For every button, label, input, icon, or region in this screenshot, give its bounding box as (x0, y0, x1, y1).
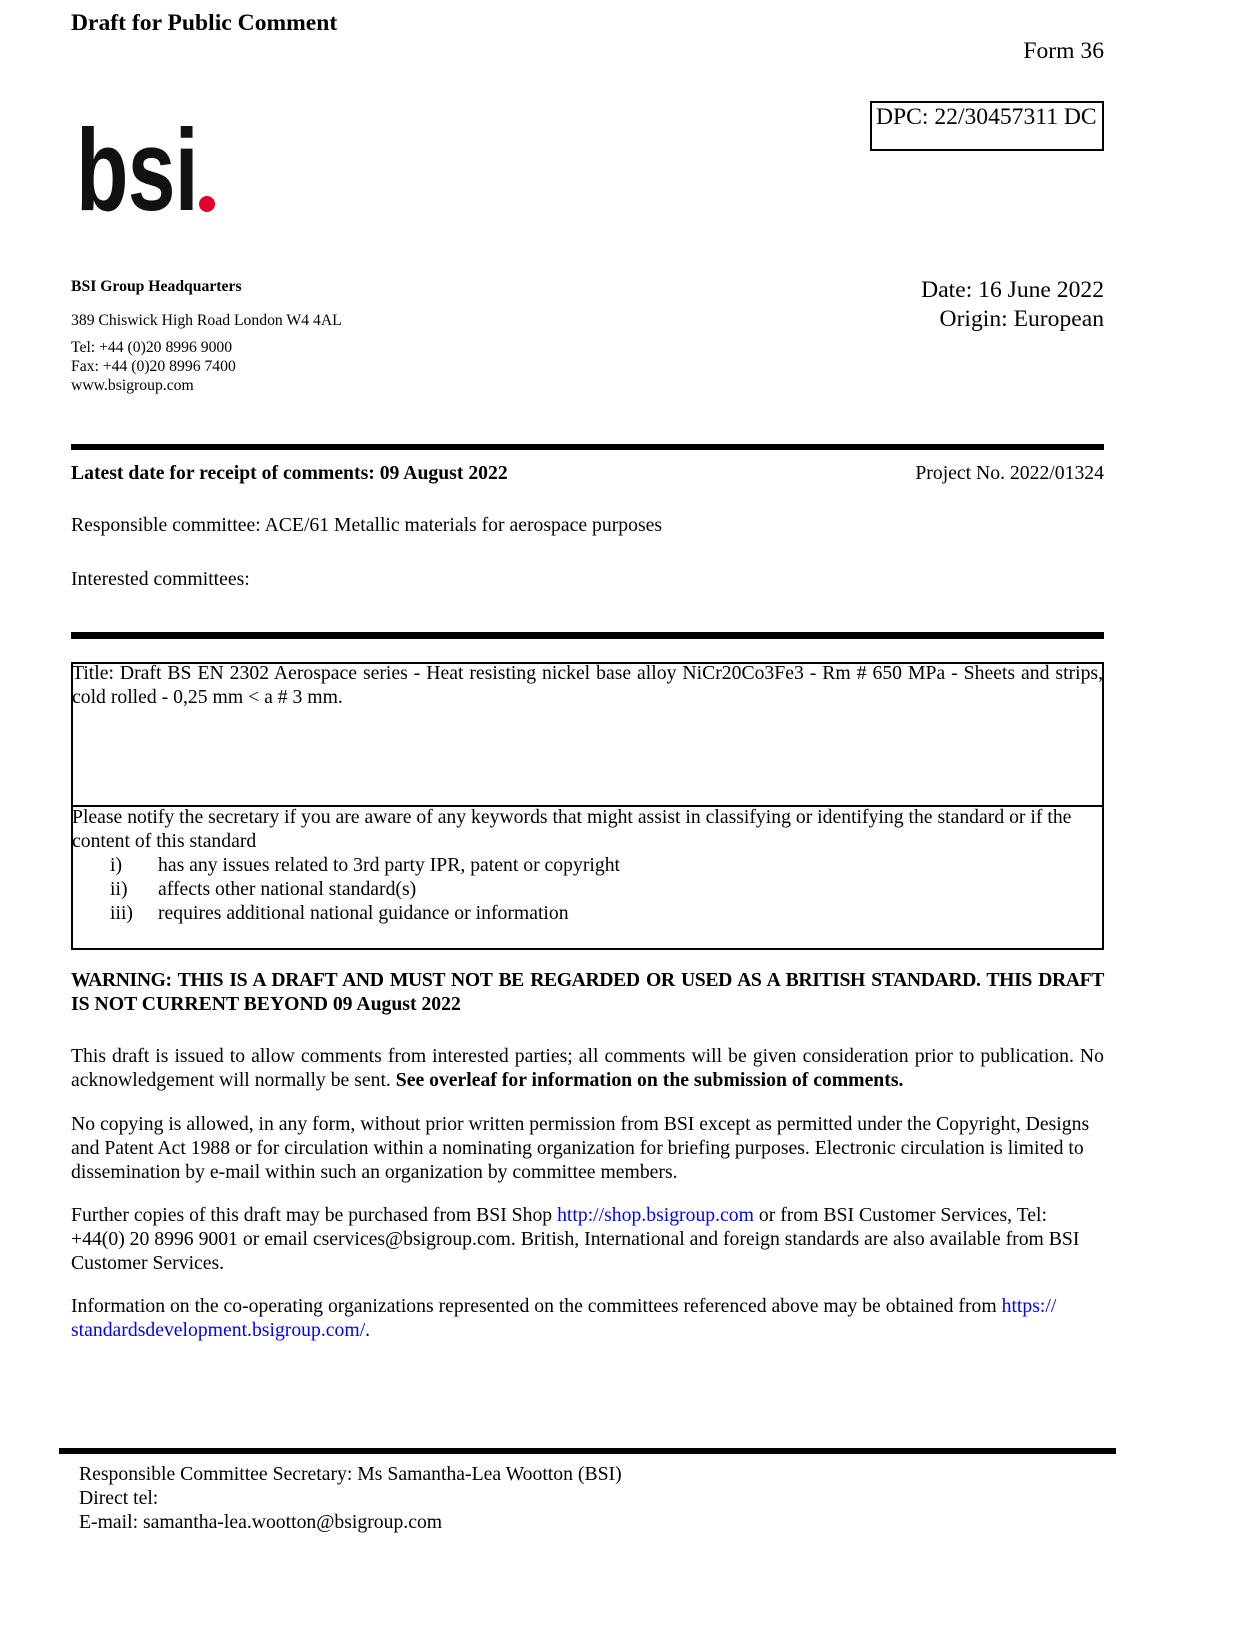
para2-line1: No copying is allowed, in any form, without prior written permission from BSI except as permitted under the Copyright, Designs (71, 1113, 1090, 1135)
notify-item-text: has any issues related to 3rd party IPR, patent or copyright (158, 854, 621, 876)
warning-line1: WARNING: THIS IS A DRAFT AND MUST NOT BE REGARDED OR USED AS A BRITISH STANDARD. THIS DRAFT (71, 969, 1104, 991)
org-name: BSI Group Headquarters (71, 278, 242, 295)
standards-development-link[interactable]: https:// (1001, 1295, 1057, 1317)
bsi-logo-text: bsi (76, 105, 198, 235)
org-street: 389 Chiswick High Road London W4 4AL (71, 312, 342, 329)
dpc-box (870, 101, 1104, 151)
notify-text-line1: Please notify the secretary if you are aware of any keywords that might assist in classifying or identifying the standard or if the (72, 806, 1072, 828)
notify-item-number: i) (110, 854, 123, 876)
para2-line2: and Patent Act 1988 or for circulation within a nominating organization for briefing purposes. Electronic circulation is limited to (71, 1137, 1084, 1159)
submission-note: See overleaf for information on the submission of comments. (395, 1069, 904, 1091)
para3-line3: Customer Services. (71, 1252, 225, 1274)
standard-title-line1: Title: Draft BS EN 2302 Aerospace series - Heat resisting nickel base alloy NiCr20Co3Fe3 - Rm # 650 MPa - Sheets and strips, (72, 662, 1103, 684)
middle-rule (71, 632, 1104, 639)
bsi-shop-link[interactable]: http://shop.bsigroup.com (557, 1204, 754, 1226)
para3-line2: +44(0) 20 8996 9001 or email cservices@bsigroup.com. British, International and foreign standards are also available from BSI (71, 1228, 1080, 1250)
notify-item-number: iii) (110, 902, 133, 924)
standard-title-line2: cold rolled - 0,25 mm < a # 3 mm. (72, 686, 343, 708)
draft-label: Draft for Public Comment (71, 10, 338, 36)
notify-item-text: requires additional national guidance or information (158, 902, 569, 924)
para1-line1: This draft is issued to allow comments from interested parties; all comments will be given consideration prior to publication. No (71, 1045, 1104, 1067)
direct-tel: Direct tel: (79, 1487, 159, 1509)
warning-line2: IS NOT CURRENT BEYOND 09 August 2022 (71, 993, 461, 1015)
para4-line1 (71, 1294, 1056, 1318)
notify-text-line2: content of this standard (72, 830, 257, 852)
para4-line2 (71, 1318, 370, 1342)
latest-comment-date: Latest date for receipt of comments: 09 August 2022 (71, 462, 508, 484)
responsible-committee: Responsible committee: ACE/61 Metallic materials for aerospace purposes (71, 514, 663, 536)
para2-line3: dissemination by e-mail within such an organization by committee members. (71, 1161, 678, 1183)
para1-line2-text: acknowledgement will normally be sent. (71, 1069, 396, 1091)
standards-development-link[interactable]: standardsdevelopment.bsigroup.com/ (71, 1319, 366, 1341)
secretary-email: E-mail: samantha-lea.wootton@bsigroup.com (79, 1511, 443, 1533)
para1-line2 (71, 1068, 903, 1092)
form-label: Form 36 (1023, 38, 1104, 64)
para3-line1 (71, 1203, 1047, 1227)
project-number: Project No. 2022/01324 (915, 462, 1104, 484)
origin: Origin: European (939, 306, 1104, 332)
org-fax: Fax: +44 (0)20 8996 7400 (71, 358, 236, 375)
footer-rule (59, 1448, 1116, 1454)
top-rule (71, 444, 1104, 450)
notify-item-text: affects other national standard(s) (158, 878, 417, 900)
committee-secretary: Responsible Committee Secretary: Ms Samantha-Lea Wootton (BSI) (79, 1463, 622, 1485)
notify-item-number: ii) (110, 878, 128, 900)
para3-text: or from BSI Customer Services, Tel: (753, 1204, 1047, 1226)
bsi-logo (76, 105, 226, 235)
para3-text: Further copies of this draft may be purchased from BSI Shop (71, 1204, 558, 1226)
issue-date: Date: 16 June 2022 (921, 277, 1104, 303)
org-website: www.bsigroup.com (71, 377, 194, 394)
para4-text: Information on the co-operating organizations represented on the committees referenced above may be obtained from (71, 1295, 1002, 1317)
org-tel: Tel: +44 (0)20 8996 9000 (71, 339, 233, 356)
interested-committees: Interested committees: (71, 568, 250, 590)
bsi-logo-dot (199, 196, 215, 212)
dpc-number: DPC: 22/30457311 DC (876, 104, 1097, 130)
para4-text: . (365, 1319, 371, 1341)
